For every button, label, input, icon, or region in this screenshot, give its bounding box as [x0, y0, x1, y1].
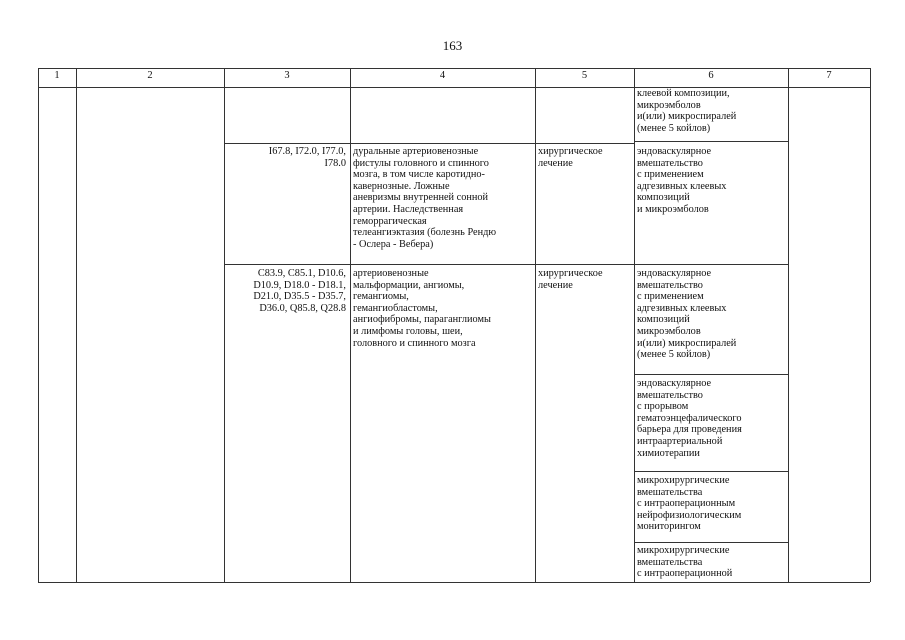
method-cell: микрохирургические вмешательства с интраоперационным нейрофизиологическим мониторингом — [637, 475, 742, 533]
table-border-bottom — [38, 582, 870, 583]
column-divider — [224, 68, 225, 582]
table-border-top — [38, 68, 870, 69]
method-divider — [634, 374, 788, 375]
table-border-right — [870, 68, 871, 582]
row-divider — [224, 264, 788, 265]
table-border-left — [38, 68, 39, 582]
method-divider — [634, 542, 788, 543]
header-col-4: 4 — [439, 70, 446, 81]
condition-cell: дуральные артериовенозные фистулы головного и спинного мозга, в том числе каротидно- кавернозные. Ложные аневризмы внутренней сонной артерии. Наследственная геморрагическая телеангиэктазия (болезнь Рендю - Ослера - Вебера) — [353, 146, 497, 250]
column-divider — [76, 68, 77, 582]
method-divider — [634, 471, 788, 472]
header-col-2: 2 — [147, 70, 153, 81]
page-number: 163 — [442, 38, 463, 53]
method-cell: микрохирургические вмешательства с интраоперационной — [637, 545, 733, 580]
method-cell: клеевой композиции, микроэмболов и(или) микроспиралей (менее 5 койлов) — [637, 88, 737, 134]
header-col-6: 6 — [708, 70, 714, 81]
method-cell: эндоваскулярное вмешательство с применением адгезивных клеевых композиций и микроэмболов — [637, 146, 727, 215]
diagnosis-codes-cell: I67.8, I72.0, I77.0, I78.0 — [268, 146, 346, 169]
header-col-3: 3 — [284, 70, 290, 81]
column-divider — [535, 68, 536, 582]
condition-cell: артериовенозные мальформации, ангиомы, гемангиомы, гемангиобластомы, ангиофибромы, параганглиомы и лимфомы головы, шеи, головного и спинного мозга — [353, 268, 491, 349]
header-col-1: 1 — [54, 70, 60, 81]
method-cell: эндоваскулярное вмешательство с прорывом гематоэнцефалического барьера для проведения интраартериальной химиотерапии — [637, 378, 742, 459]
header-col-5: 5 — [581, 70, 588, 81]
treatment-type-cell: хирургическое лечение — [538, 268, 603, 291]
header-col-7: 7 — [826, 70, 832, 81]
row-divider — [224, 143, 634, 144]
diagnosis-codes-cell: C83.9, C85.1, D10.6, D10.9, D18.0 - D18.1, D21.0, D35.5 - D35.7, D36.0, Q85.8, Q28.8 — [253, 268, 346, 314]
method-cell: эндоваскулярное вмешательство с применением адгезивных клеевых композиций микроэмболов и(или) микроспиралей (менее 5 койлов) — [637, 268, 737, 361]
column-divider — [350, 68, 351, 582]
medical-table — [38, 68, 870, 582]
column-divider — [788, 68, 789, 582]
treatment-type-cell: хирургическое лечение — [538, 146, 603, 169]
column-divider — [634, 68, 635, 582]
row-divider — [634, 141, 788, 142]
